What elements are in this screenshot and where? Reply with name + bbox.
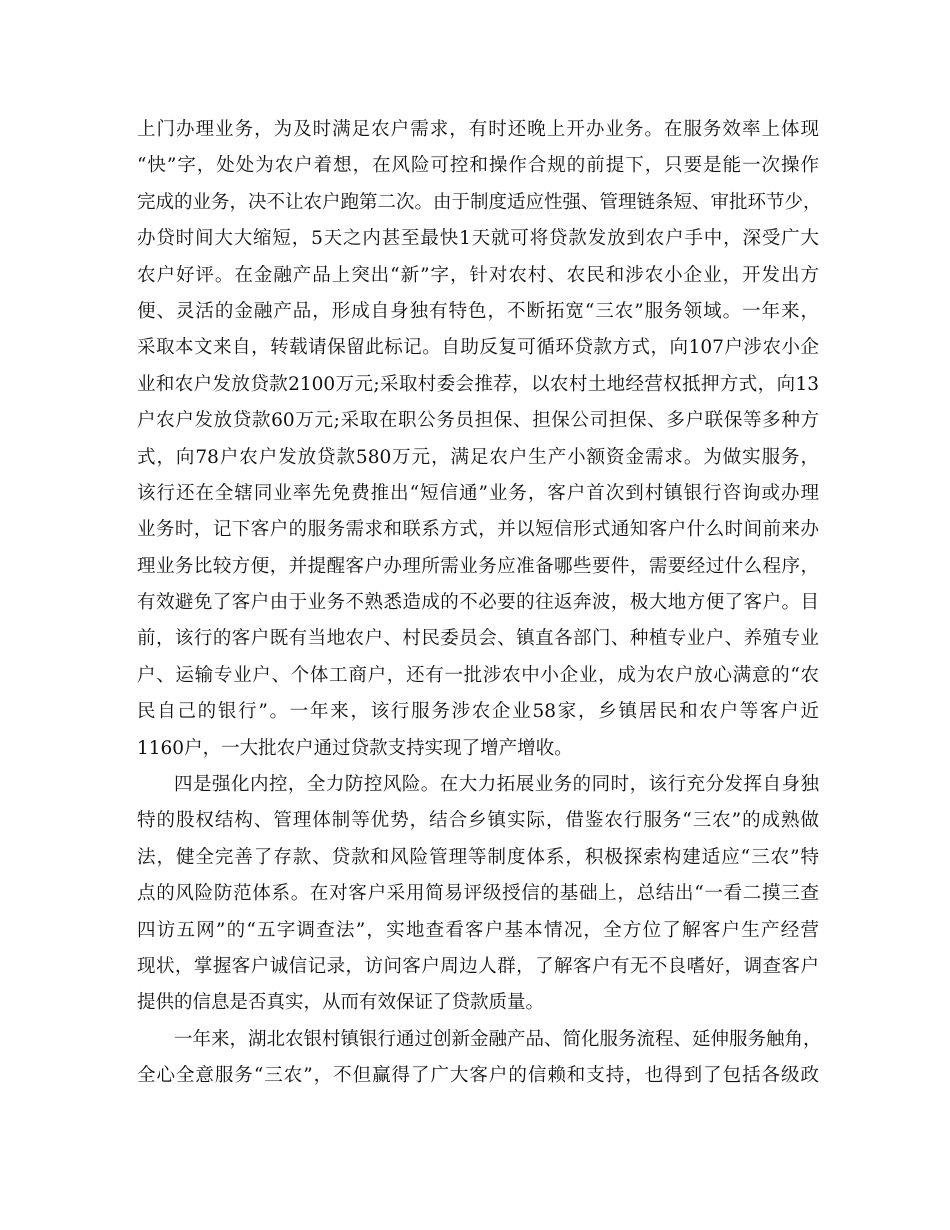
text-line: “快”字，处处为农户着想，在风险可控和操作合规的前提下，只要是能一次操作 xyxy=(137,155,819,177)
text-line: 法，健全完善了存款、贷款和风险管理等制度体系，积极探索构建适应“三农”特 xyxy=(137,846,819,868)
text-line: 业和农户发放贷款2100万元;采取村委会推荐，以农村土地经营权抵押方式，向13 xyxy=(137,373,819,395)
text-line: 现状，掌握客户诚信记录，访问客户周边人群，了解客户有无不良嗜好，调查客户 xyxy=(137,955,819,977)
text-line: 该行还在全辖同业率先免费推出“短信通”业务，客户首次到村镇银行咨询或办理 xyxy=(137,482,819,504)
paragraph xyxy=(137,112,822,767)
text-line: 全心全意服务“三农”，不但赢得了广大客户的信赖和支持，也得到了包括各级政 xyxy=(137,1065,819,1087)
text-line: 上门办理业务，为及时满足农户需求，有时还晚上开办业务。在服务效率上体现 xyxy=(137,119,819,140)
text-line: 有效避免了客户由于业务不熟悉造成的不必要的往返奔波，极大地方便了客户。目 xyxy=(137,592,819,614)
text-line: 式，向78户农户发放贷款580万元，满足农户生产小额资金需求。为做实服务， xyxy=(137,446,819,468)
text-line: 户、运输专业户、个体工商户，还有一批涉农中小企业，成为农户放心满意的“农 xyxy=(137,664,819,686)
text-line: 四是强化内控，全力防控风险。在大力拓展业务的同时，该行充分发挥自身独 xyxy=(174,774,819,796)
text-line: 业务时，记下客户的服务需求和联系方式，并以短信形式通知客户什么时间前来办 xyxy=(137,519,819,541)
text-line: 户农户发放贷款60万元;采取在职公务员担保、担保公司担保、多户联保等多种方 xyxy=(137,410,819,432)
text-line: 采取本文来自，转载请保留此标记。自助反复可循环贷款方式，向107户涉农小企 xyxy=(137,337,819,359)
text-line: 前，该行的客户既有当地农户、村民委员会、镇直各部门、种植专业户、养殖专业 xyxy=(137,628,819,650)
text-line: 1160户，一大批农户通过贷款支持实现了增产增收。 xyxy=(137,737,573,759)
text-line: 便、灵活的金融产品，形成自身独有特色，不断拓宽“三农”服务领域。一年来， xyxy=(137,300,819,322)
text-line: 特的股权结构、管理体制等优势，结合乡镇实际，借鉴农行服务“三农”的成熟做 xyxy=(137,810,819,832)
paragraph xyxy=(137,1022,822,1095)
text-line: 点的风险防范体系。在对客户采用简易评级授信的基础上，总结出“一看二摸三查 xyxy=(137,883,819,905)
paragraph xyxy=(137,767,819,1022)
text-line: 完成的业务，决不让农户跑第二次。由于制度适应性强、管理链条短、审批环节少， xyxy=(137,191,822,213)
text-line: 一年来，湖北农银村镇银行通过创新金融产品、简化服务流程、延伸服务触角， xyxy=(174,1028,822,1050)
text-line: 提供的信息是否真实，从而有效保证了贷款质量。 xyxy=(137,992,545,1014)
text-line: 理业务比较方便，并提醒客户办理所需业务应准备哪些要件，需要经过什么程序， xyxy=(137,555,819,577)
text-line: 办贷时间大大缩短，5天之内甚至最快1天就可将贷款发放到农户手中，深受广大 xyxy=(137,228,819,250)
text-line: 农户好评。在金融产品上突出“新”字，针对农村、农民和涉农小企业，开发出方 xyxy=(137,264,819,286)
document-body xyxy=(137,112,822,1095)
text-line: 四访五网”的“五字调查法”，实地查看客户基本情况，全方位了解客户生产经营 xyxy=(137,919,819,941)
text-line: 民自己的银行”。一年来，该行服务涉农企业58家，乡镇居民和农户等客户近 xyxy=(137,701,819,723)
